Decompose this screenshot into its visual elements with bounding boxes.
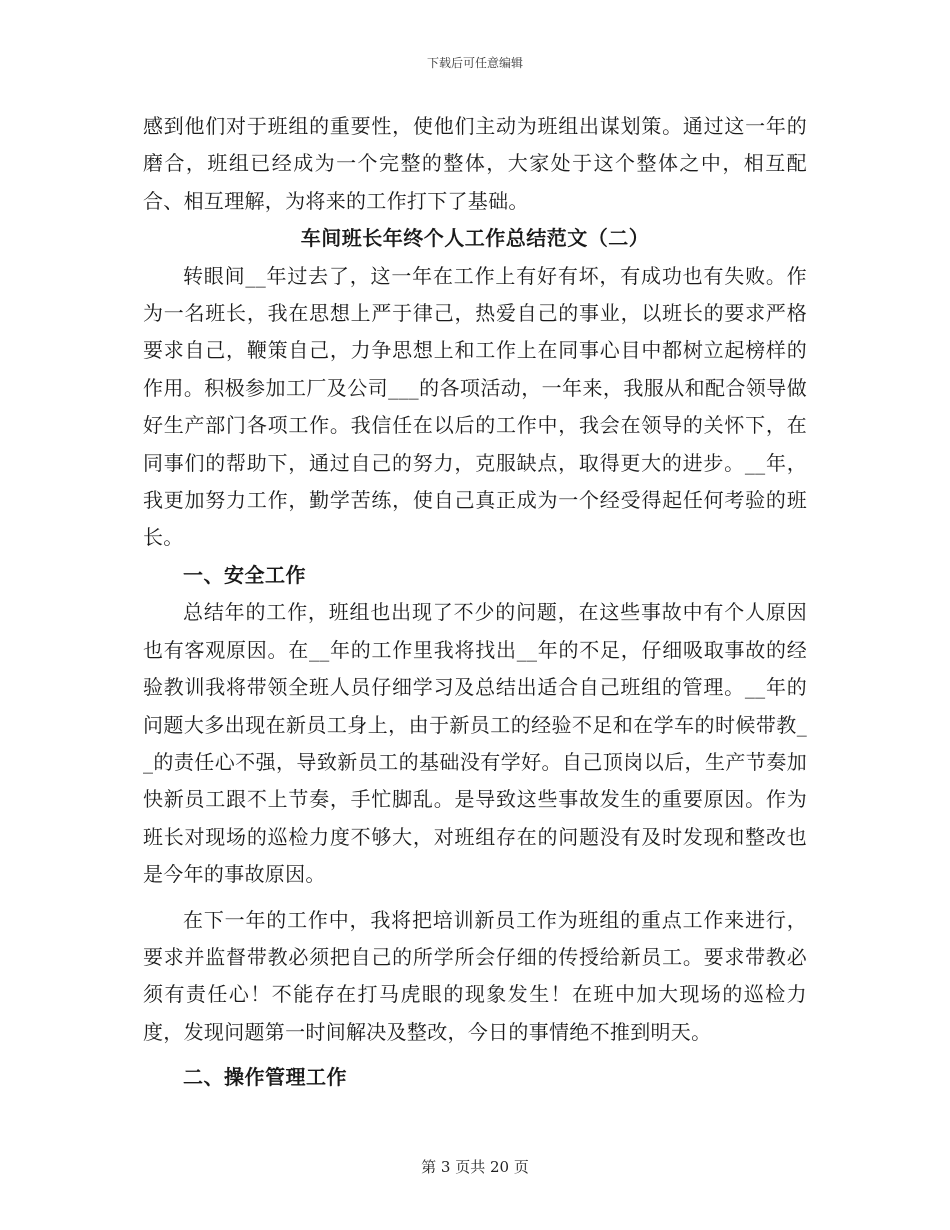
heading-operation: 二、操作管理工作 (183, 1065, 347, 1090)
header-note: 下载后可任意编辑 (426, 56, 523, 70)
section-title: 车间班长年终个人工作总结范文（二） (300, 226, 650, 251)
paragraph-1: 转眼间__年过去了，这一年在工作上有好有坏，有成功也有失败。作为一名班长，我在思想上严于律己，热爱自己的事业，以班长的要求严格要求自己，鞭策自己，力争思想上和工作上在同事心目中都树立起榜样的作用。积极参加工厂及公司___的各项活动，一年来，我服从和配合领导做好生产部门各项工作。我信任在以后的工作中，我会在领导的关怀下，在同事们的帮助下，通过自己的努力，克服缺点，取得更大的进步。__年，我更加努力工作，勤学苦练，使自己真正成为一个经受得起任何考验的班长。 (143, 263, 807, 550)
paragraph-3: 在下一年的工作中，我将把培训新员工作为班组的重点工作来进行，要求并监督带教必须把自己的所学所会仔细的传授给新员工。要求带教必须有责任心！不能存在打马虎眼的现象发生！在班中加大现场的巡检力度，发现问题第一时间解决及整改，今日的事情绝不推到明天。 (143, 907, 807, 1044)
intro-paragraph: 感到他们对于班组的重要性，使他们主动为班组出谋划策。通过这一年的磨合，班组已经成为一个完整的整体，大家处于这个整体之中，相互配合、相互理解，为将来的工作打下了基础。 (143, 114, 807, 213)
page-footer: 第 3 页共 20 页 (421, 1158, 529, 1176)
document-body (143, 108, 807, 1097)
heading-safety: 一、安全工作 (183, 562, 306, 587)
paragraph-2: 总结年的工作，班组也出现了不少的问题，在这些事故中有个人原因也有客观原因。在__年的工作里我将找出__年的不足，仔细吸取事故的经验教训我将带领全班人员仔细学习及总结出适合自己班组的管理。__年的问题大多出现在新员工身上，由于新员工的经验不足和在学车的时候带教__的责任心不强，导致新员工的基础没有学好。自己顶岗以后，生产节奏加快新员工跟不上节奏，手忙脚乱。是导致这些事故发生的重要原因。作为班长对现场的巡检力度不够大，对班组存在的问题没有及时发现和整改也是今年的事故原因。 (143, 600, 807, 887)
